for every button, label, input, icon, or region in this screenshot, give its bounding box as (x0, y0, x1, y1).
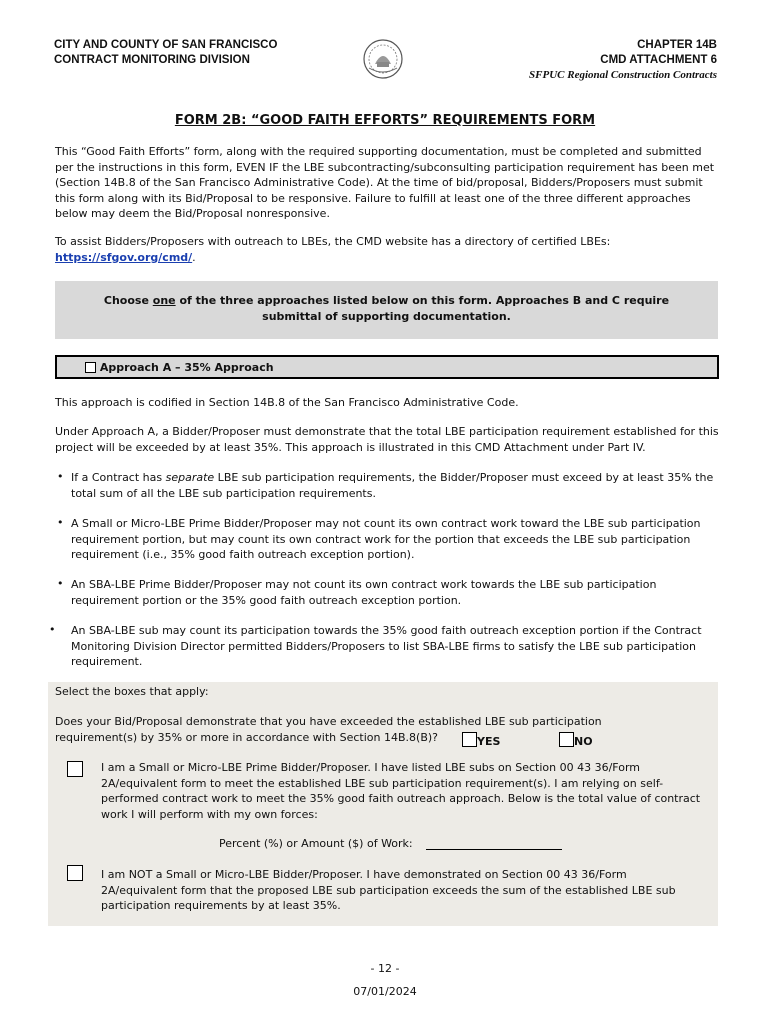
bullet-sba-lbe-prime: An SBA-LBE Prime Bidder/Proposer may not count its own contract work towards the LBE sub participation requirement portion or the 35% good faith outreach exception portion. (71, 578, 657, 607)
yes-checkbox[interactable] (462, 732, 477, 747)
bullet-dot: • (57, 516, 64, 529)
not-small-micro-lbe-checkbox[interactable] (67, 865, 83, 881)
header-right (600, 38, 717, 68)
approach-description: Under Approach A, a Bidder/Proposer must demonstrate that the total LBE participation requirement established for this project will be exceeded by at least 35%. This approach is illustrated in this CMD Attachment under Part IV. (55, 425, 719, 454)
intro-directory (55, 234, 720, 265)
bullet-sba-lbe-sub: An SBA-LBE sub may count its participation towards the 35% good faith outreach exception portion if the Contract Monitoring Division Director permitted Bidders/Proposers to list SBA-LBE firms to satisfy the LBE sub participation requirement. (71, 624, 702, 668)
page-title: FORM 2B: “GOOD FAITH EFFORTS” REQUIREMENTS FORM (174, 113, 596, 128)
bullet-dot: • (57, 577, 64, 590)
yes-label: YES (477, 735, 501, 748)
no-label: NO (574, 735, 593, 748)
page-number: - 12 - (370, 962, 400, 975)
cmd-website-link[interactable]: https://sfgov.org/cmd/ (55, 250, 193, 264)
small-micro-lbe-checkbox[interactable] (67, 761, 83, 777)
header-contract-type: SFPUC Regional Construction Contracts (529, 69, 717, 81)
bullet-dot: • (49, 623, 56, 636)
question-text: Does your Bid/Proposal demonstrate that you have exceeded the established LBE sub participation requirement(s) by 35% or more in accordance with Section 14B.8(B)? (55, 715, 602, 744)
small-micro-lbe-statement: I am a Small or Micro-LBE Prime Bidder/Proposer. I have listed LBE subs on Section 00 43 36/Form 2A/equivalent form to meet the established LBE sub participation requirement(s). I am relying on self-performed contract work to meet the 35% good faith outreach approach. Below is the total value of contract work I will perform with my own forces: (101, 761, 701, 821)
header-org: CITY AND COUNTY OF SAN FRANCISCO (54, 39, 278, 51)
notice-box (55, 281, 718, 339)
approach-a-header (55, 355, 719, 379)
select-label: Select the boxes that apply: (55, 685, 209, 698)
bullet-small-micro-lbe: A Small or Micro-LBE Prime Bidder/Proposer may not count its own contract work toward the LBE sub participation requirement portion, but may count its own contract work for the portion that exceeds the LBE sub participation requirement (i.e., 35% good faith outreach exception portion). (71, 517, 701, 561)
approach-a-option[interactable] (85, 360, 274, 376)
city-seal-logo (361, 38, 405, 80)
notice-pre: Choose (103, 294, 153, 307)
no-checkbox[interactable] (559, 732, 574, 747)
notice-text (55, 281, 718, 324)
yes-option[interactable] (462, 732, 500, 750)
bullet1-pre: If a Contract has (71, 471, 166, 484)
notice-emph: one (152, 294, 176, 307)
notice-post: of the three approaches listed below on this form. Approaches B and C require submittal of supporting documentation. (175, 294, 670, 323)
not-small-micro-lbe-statement: I am NOT a Small or Micro-LBE Bidder/Proposer. I have demonstrated on Section 00 43 36/Form 2A/equivalent form that the proposed LBE sub participation exceeds the sum of the established LBE sub participation requirements by at least 35%. (101, 868, 676, 912)
percent-amount-field[interactable] (426, 849, 562, 850)
header-chapter: CHAPTER 14B (637, 39, 717, 51)
header-left (54, 38, 277, 68)
approach-a-checkbox[interactable] (85, 362, 96, 373)
intro-paragraph: This “Good Faith Efforts” form, along with the required supporting documentation, must be completed and submitted per the instructions in this form, EVEN IF the LBE subcontracting/subconsulting participation requirement has been met (Section 14B.8 of the San Francisco Administrative Code). At the time of bid/proposal, Bidders/Proposers must submit this form along with its Bid/Proposal to be responsive. Failure to fulfill at least one of the three different approaches below may deem the Bid/Proposal nonresponsive. (55, 145, 715, 220)
bullet1-post: LBE sub participation requirements, the Bidder/Proposer must exceed by at least 35% the total sum of all the LBE sub participation requirements. (71, 471, 714, 500)
approach-codified: This approach is codified in Section 14B.8 of the San Francisco Administrative Code. (55, 396, 519, 409)
header-attachment: CMD ATTACHMENT 6 (600, 54, 717, 66)
intro-directory-text: To assist Bidders/Proposers with outreach to LBEs, the CMD website has a directory of certified LBEs: (55, 235, 611, 248)
bullet-dot: • (57, 470, 64, 483)
no-option[interactable] (559, 732, 593, 750)
revision-date: 07/01/2024 (353, 985, 417, 998)
link-suffix: . (192, 250, 196, 264)
selection-panel (48, 682, 718, 926)
bullet-separate-requirements (71, 470, 721, 501)
approach-a-label: Approach A – 35% Approach (99, 361, 274, 374)
percent-amount-label: Percent (%) or Amount ($) of Work: (219, 837, 413, 850)
header-division: CONTRACT MONITORING DIVISION (54, 54, 250, 66)
bullet1-emph: separate (165, 471, 215, 484)
